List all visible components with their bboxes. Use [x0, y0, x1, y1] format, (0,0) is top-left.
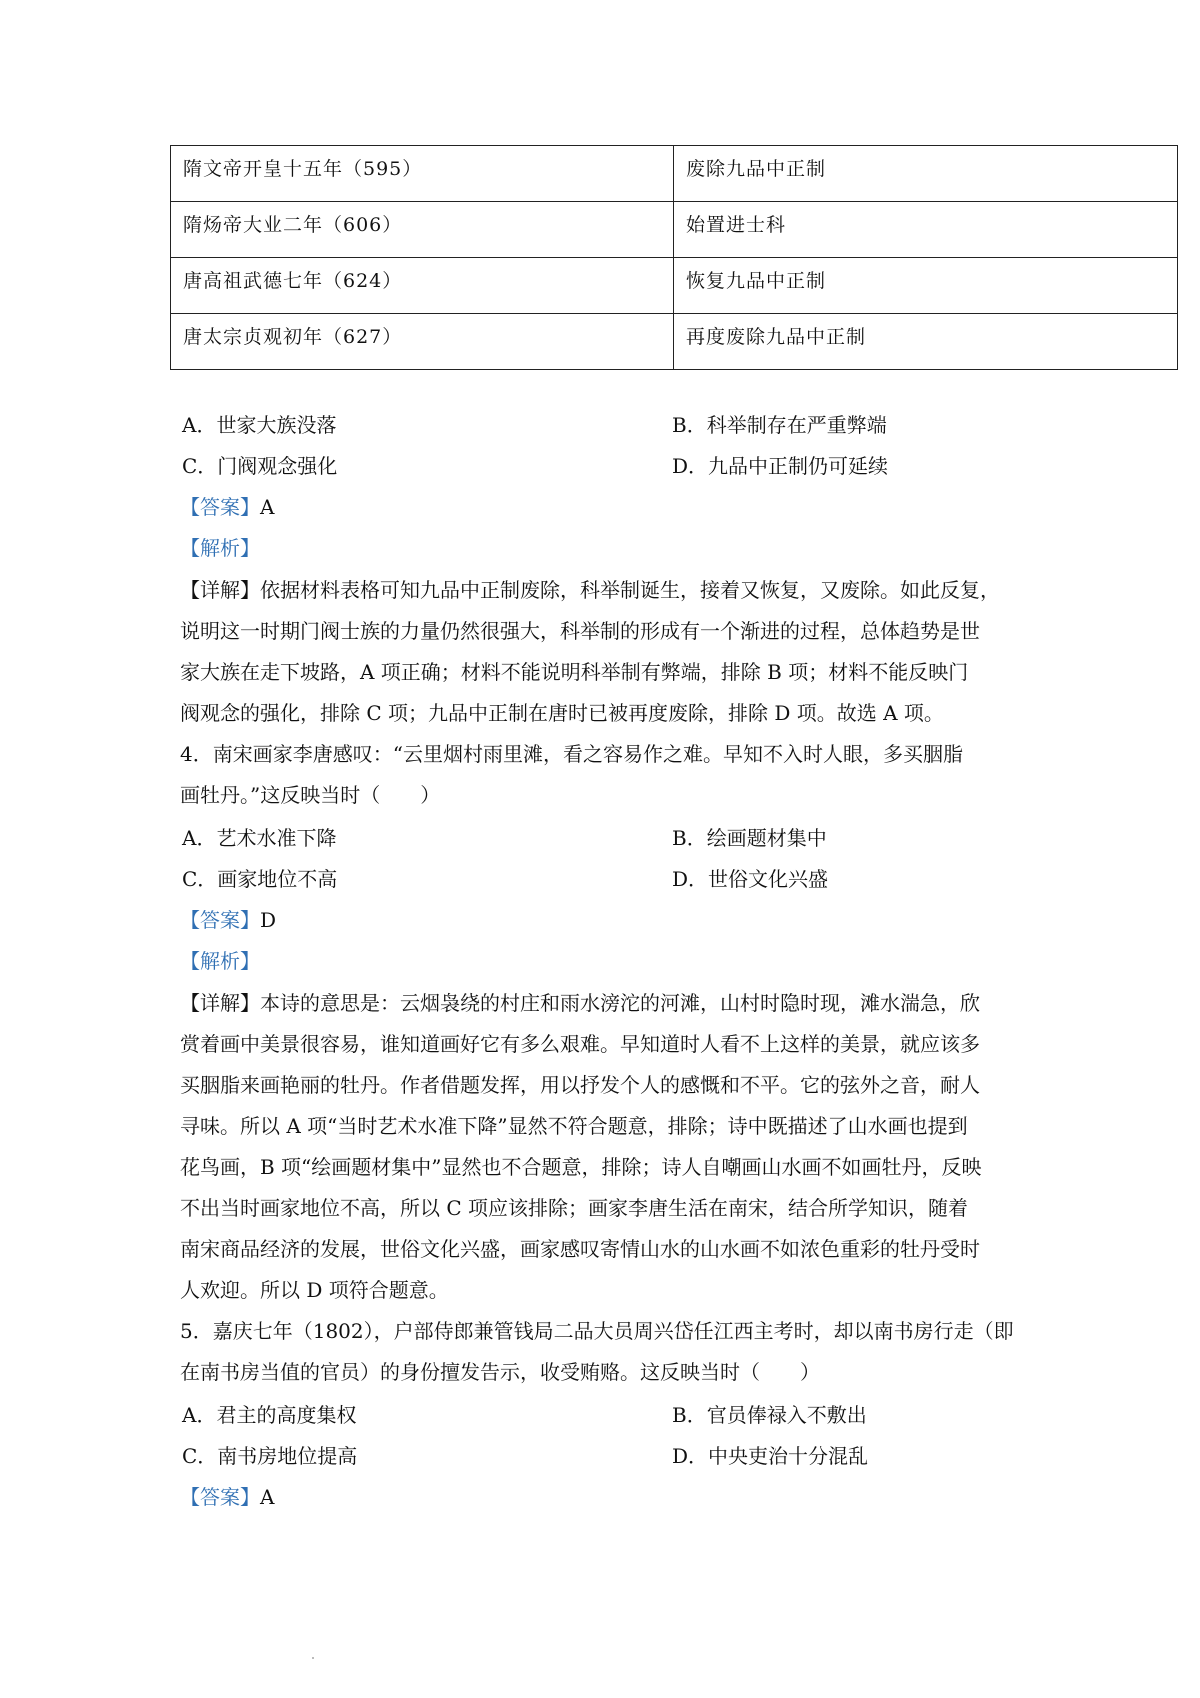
q5-option-d: D．中央吏治十分混乱 [672, 1444, 869, 1468]
table-cell-era: 隋文帝开皇十五年（595） [171, 146, 674, 202]
timeline-table [170, 145, 1178, 370]
q5-option-b: B．官员俸禄入不敷出 [672, 1403, 867, 1427]
q4-stem [180, 734, 1030, 816]
table-row [171, 258, 1178, 314]
q3-option-a: A．世家大族没落 [182, 413, 337, 437]
detail-tag: 【详解】 [180, 578, 260, 602]
detail-line: 不出当时画家地位不高，所以 C 项应该排除；画家李唐生活在南宋，结合所学知识，随着 [180, 1196, 969, 1220]
detail-line: 人欢迎。所以 D 项符合题意。 [180, 1278, 449, 1302]
q4-option-d: D．世俗文化兴盛 [672, 867, 829, 891]
table-cell-era: 唐太宗贞观初年（627） [171, 314, 674, 370]
detail-line: 南宋商品经济的发展，世俗文化兴盛，画家感叹寄情山水的山水画不如浓色重彩的牡丹受时 [180, 1237, 980, 1261]
analysis-tag: 【解析】 [180, 949, 260, 973]
q3-option-b: B．科举制存在严重弊端 [672, 413, 887, 437]
answer-value: A [260, 495, 275, 519]
q5-answer [180, 1484, 274, 1510]
q3-detail [180, 570, 1030, 734]
table-cell-event: 恢复九品中正制 [674, 258, 1178, 314]
q4-analysis-tag [180, 948, 260, 974]
table-cell-event: 再度废除九品中正制 [674, 314, 1178, 370]
table-cell-era: 唐高祖武德七年（624） [171, 258, 674, 314]
stray-dot [312, 1657, 314, 1659]
detail-line: 【详解】依据材料表格可知九品中正制废除，科举制诞生，接着又恢复，又废除。如此反复， [180, 578, 1000, 602]
stem-line: 4．南宋画家李唐感叹：“云里烟村雨里滩，看之容易作之难。早知不入时人眼，多买胭脂 [180, 742, 963, 766]
q5-stem [180, 1311, 1030, 1393]
q3-option-c: C．门阀观念强化 [182, 454, 338, 478]
answer-tag: 【答案】 [180, 495, 260, 519]
detail-line: 花鸟画，B 项“绘画题材集中”显然也不合题意，排除；诗人自嘲画山水画不如画牡丹，反映 [180, 1155, 982, 1179]
detail-line: 阀观念的强化，排除 C 项；九品中正制在唐时已被再度废除，排除 D 项。故选 A 项。 [180, 701, 944, 725]
detail-line: 家大族在走下坡路，A 项正确；材料不能说明科举制有弊端，排除 B 项；材料不能反映门 [180, 660, 969, 684]
q4-option-a: A．艺术水准下降 [182, 826, 337, 850]
stem-line: 画牡丹。”这反映当时（ ） [180, 783, 441, 807]
q3-analysis-tag [180, 535, 260, 561]
stem-line: 在南书房当值的官员）的身份擅发告示，收受贿赂。这反映当时（ ） [180, 1360, 820, 1384]
answer-tag: 【答案】 [180, 1485, 260, 1509]
answer-value: A [260, 1485, 275, 1509]
table-row [171, 146, 1178, 202]
detail-line: 说明这一时期门阀士族的力量仍然很强大，科举制的形成有一个渐进的过程，总体趋势是世 [180, 619, 980, 643]
answer-value: D [260, 908, 277, 932]
analysis-tag: 【解析】 [180, 536, 260, 560]
q4-option-b: B．绘画题材集中 [672, 826, 827, 850]
detail-line: 买胭脂来画艳丽的牡丹。作者借题发挥，用以抒发个人的感慨和不平。它的弦外之音，耐人 [180, 1073, 980, 1097]
q3-answer [180, 494, 274, 520]
table-row [171, 314, 1178, 370]
detail-tag: 【详解】 [180, 991, 260, 1015]
table-row [171, 202, 1178, 258]
q5-option-c: C．南书房地位提高 [182, 1444, 358, 1468]
table-cell-event: 废除九品中正制 [674, 146, 1178, 202]
detail-line: 【详解】本诗的意思是：云烟袅绕的村庄和雨水滂沱的河滩，山村时隐时现，滩水湍急，欣 [180, 991, 980, 1015]
detail-line: 赏着画中美景很容易，谁知道画好它有多么艰难。早知道时人看不上这样的美景，就应该多 [180, 1032, 980, 1056]
q4-detail [180, 983, 1030, 1311]
table-cell-event: 始置进士科 [674, 202, 1178, 258]
q4-answer [180, 907, 276, 933]
table-cell-era: 隋炀帝大业二年（606） [171, 202, 674, 258]
q3-option-d: D．九品中正制仍可延续 [672, 454, 889, 478]
q5-option-a: A．君主的高度集权 [182, 1403, 357, 1427]
stem-line: 5．嘉庆七年（1802），户部侍郎兼管钱局二品大员周兴岱任江西主考时，却以南书房行走（即 [180, 1319, 1014, 1343]
answer-tag: 【答案】 [180, 908, 260, 932]
detail-line: 寻味。所以 A 项“当时艺术水准下降”显然不符合题意，排除；诗中既描述了山水画也提到 [180, 1114, 968, 1138]
q4-option-c: C．画家地位不高 [182, 867, 338, 891]
